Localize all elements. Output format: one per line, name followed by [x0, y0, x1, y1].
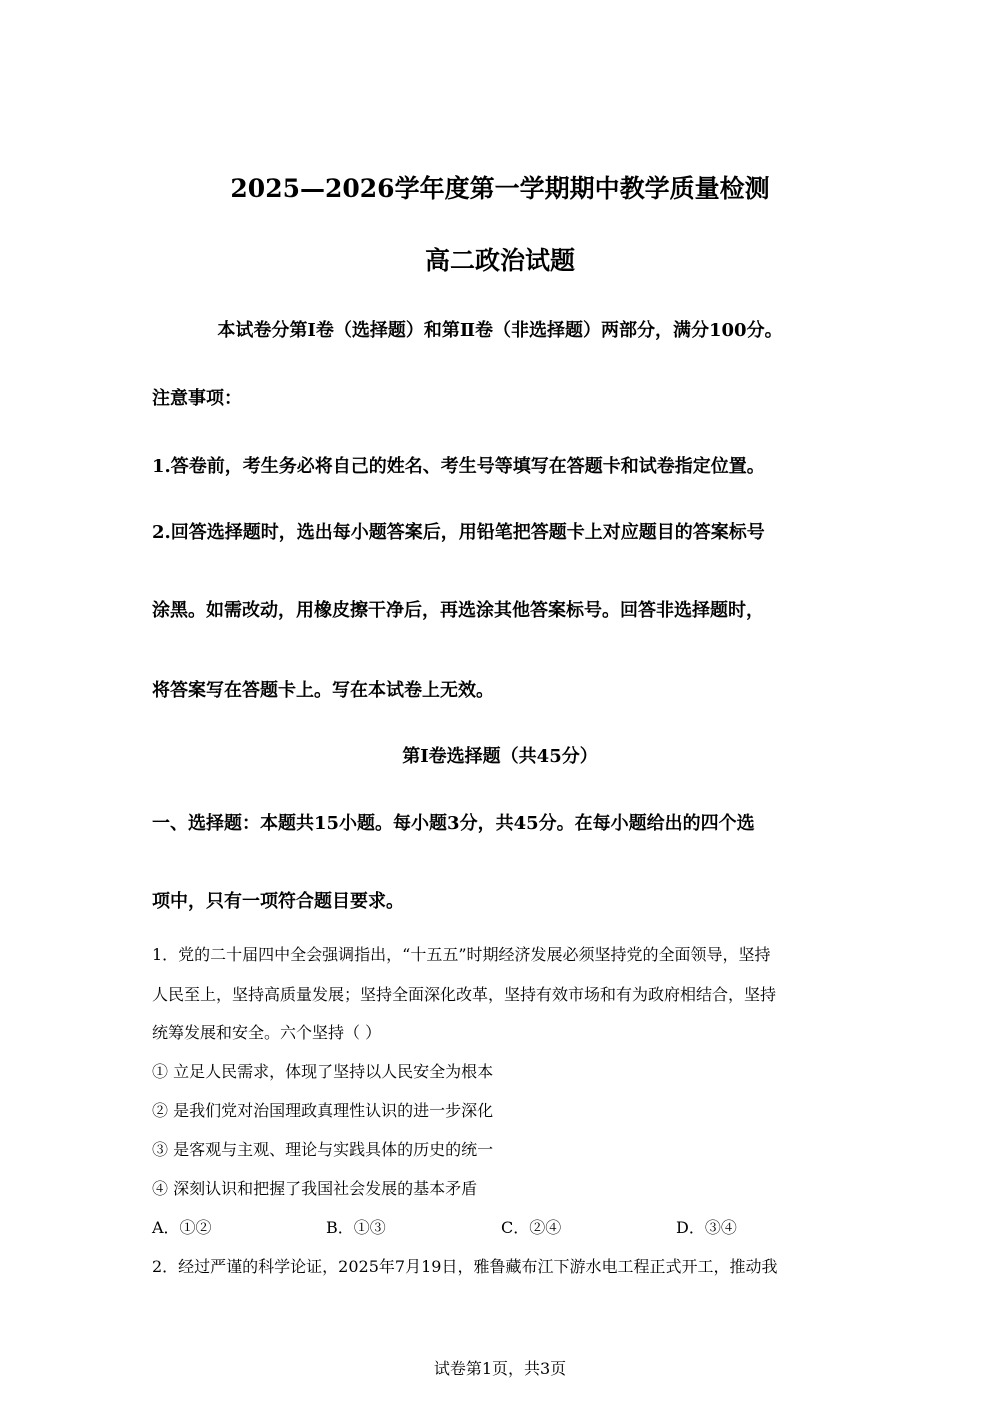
question-1-choice-b: B．①③ — [326, 1218, 386, 1237]
notes-heading: 注意事项： — [152, 388, 242, 409]
question-1-choice-d: D．③④ — [676, 1218, 737, 1237]
note-line-3: 涂黑。如需改动，用橡皮擦干净后，再选涂其他答案标号。回答非选择题时， — [152, 600, 764, 621]
question-1-choice-a: A．①② — [152, 1218, 212, 1237]
question-1-line-1: 1．党的二十届四中全会强调指出，“十五五”时期经济发展必须坚持党的全面领导，坚持 — [152, 945, 771, 964]
question-1-statement-1: ① 立足人民需求，体现了坚持以人民安全为根本 — [152, 1062, 494, 1081]
page-footer: 试卷第1页，共3页 — [433, 1359, 567, 1378]
exam-title: 2025—2026学年度第一学期期中教学质量检测 — [230, 174, 770, 203]
question-1-line-2: 人民至上，坚持高质量发展；坚持全面深化改革，坚持有效市场和有为政府相结合，坚持 — [152, 985, 777, 1004]
note-line-2: 2.回答选择题时，选出每小题答案后，用铅笔把答题卡上对应题目的答案标号 — [152, 522, 765, 543]
question-1-line-3: 统筹发展和安全。六个坚持（ ） — [152, 1023, 382, 1042]
question-2-line-1: 2．经过严谨的科学论证，2025年7月19日，雅鲁藏布江下游水电工程正式开工，推动我 — [152, 1257, 778, 1276]
note-line-4: 将答案写在答题卡上。写在本试卷上无效。 — [152, 680, 494, 701]
section-title: 第Ⅰ卷选择题（共45分） — [402, 746, 598, 767]
exam-subject-title: 高二政治试题 — [424, 246, 575, 275]
part-heading-line-2: 项中，只有一项符合题目要求。 — [152, 891, 404, 912]
question-1-statement-3: ③ 是客观与主观、理论与实践具体的历史的统一 — [152, 1140, 494, 1159]
question-1-choice-c: C．②④ — [501, 1218, 562, 1237]
exam-intro: 本试卷分第Ⅰ卷（选择题）和第Ⅱ卷（非选择题）两部分，满分100分。 — [217, 320, 783, 341]
note-line-1: 1.答卷前，考生务必将自己的姓名、考生号等填写在答题卡和试卷指定位置。 — [152, 456, 765, 477]
question-1-statement-4: ④ 深刻认识和把握了我国社会发展的基本矛盾 — [152, 1179, 478, 1198]
part-heading-line-1: 一、选择题：本题共15小题。每小题3分，共45分。在每小题给出的四个选 — [152, 813, 755, 834]
question-1-statement-2: ② 是我们党对治国理政真理性认识的进一步深化 — [152, 1101, 494, 1120]
